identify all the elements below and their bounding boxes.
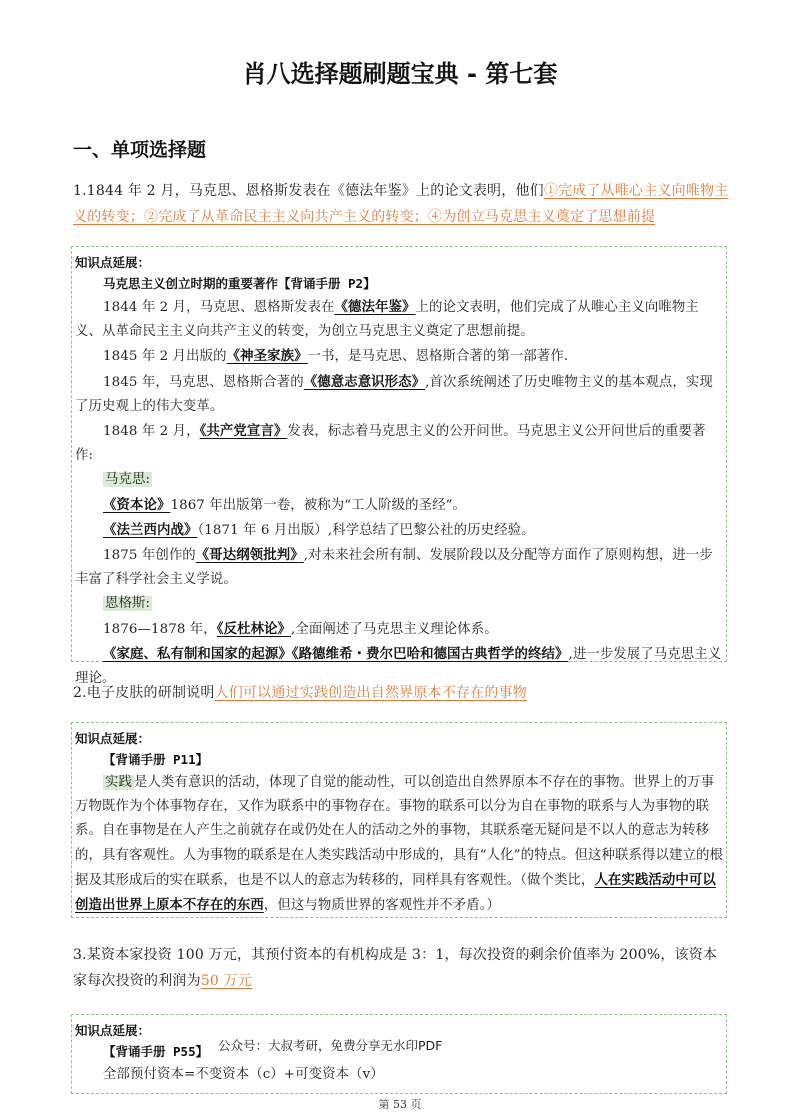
- paragraph: 《法兰西内战》（1871 年 6 月出版）,科学总结了巴黎公社的历史经验。: [103, 521, 535, 538]
- page-number: 第 53 页: [378, 1098, 422, 1111]
- handbook-ref: 【背诵手册 P55】: [103, 1044, 209, 1059]
- question-3-answer: 50 万元: [200, 973, 253, 989]
- page-title: 肖八选择题刷题宝典 - 第七套: [242, 60, 558, 88]
- marx-label: 马克思:: [105, 472, 151, 488]
- paragraph: 1876—1878 年，《反杜林论》,全面阐述了马克思主义理论体系。: [103, 620, 498, 637]
- highlight: 实践: [105, 775, 132, 790]
- paragraph: 《资本论》1867 年出版第一卷，被称为“工人阶级的圣经”。: [103, 496, 467, 513]
- book-title: 《家庭、私有制和国家的起源》《路德维希・费尔巴哈和德国古典哲学的终结》: [103, 645, 569, 662]
- book-title: 《哥达纲领批判》: [195, 547, 304, 564]
- book-title: 《资本论》: [103, 496, 171, 513]
- watermark-text: 公众号：大叔考研，免费分享无水印PDF: [218, 1038, 443, 1053]
- paragraph: 1875 年创作的《哥达纲领批判》,对未来社会所有制、发展阶段以及分配等方面作了原则构想，进一步丰富了科学社会主义学说。: [75, 547, 713, 588]
- paragraph: 1845 年 2 月出版的《神圣家族》一书，是马克思、恩格斯合著的第一部著作.: [103, 348, 569, 365]
- question-2: [73, 680, 731, 706]
- section-title: 一、单项选择题: [73, 139, 207, 161]
- bold-statement: 人在实践活动中可以创造出世界上原本不存在的东西: [75, 871, 716, 914]
- paragraph: 1845 年，马克思、恩格斯合著的《德意志意识形态》,首次系统阐述了历史唯物主义的基本观点，实现了历史观上的伟大变革。: [75, 373, 713, 414]
- box-label: 知识点延展：: [75, 255, 151, 270]
- question-1-answer: ①完成了从唯心主义向唯物主义的转变；②完成了从革命民主主义向共产主义的转变；④为创立马克思主义奠定了思想前提: [73, 183, 729, 225]
- question-3-stem: 3.某资本家投资 100 万元，其预付资本的有机构成是 3：1，每次投资的剩余价值率为 200%，该资本家每次投资的利润为: [73, 947, 718, 989]
- paragraph: 1844 年 2 月，马克思、恩格斯发表在《德法年鉴》上的论文表明，他们完成了从唯心主义向唯物主义、从革命民主主义向共产主义的转变，为创立马克思主义奠定了思想前提。: [75, 299, 699, 340]
- question-3: [73, 942, 731, 994]
- knowledge-box-1: [71, 246, 727, 687]
- handbook-ref: 【背诵手册 P11】: [103, 752, 209, 767]
- book-title: 《法兰西内战》: [103, 521, 198, 538]
- handbook-ref: 马克思主义创立时期的重要著作【背诵手册 P2】: [103, 276, 376, 291]
- paragraph: 1848 年 2 月，《共产党宣言》发表，标志着马克思主义的公开问世。马克思主义公开问世后的重要著作:: [75, 423, 706, 464]
- book-title: 《神圣家族》: [226, 348, 308, 365]
- book-title: 《反杜林论》: [216, 620, 292, 637]
- box-label: 知识点延展：: [75, 731, 151, 746]
- book-title: 《德法年鉴》: [334, 299, 416, 315]
- paragraph: 全部预付资本=不变资本（c）+可变资本（v）: [103, 1067, 384, 1082]
- question-1: [73, 178, 731, 230]
- question-1-stem: 1.1844 年 2 月，马克思、恩格斯发表在《德法年鉴》上的论文表明，他们: [73, 183, 544, 199]
- paragraph: 《家庭、私有制和国家的起源》《路德维希・费尔巴哈和德国古典哲学的终结》,进一步发展了马克思主义理论。: [75, 645, 722, 687]
- knowledge-box-2: [71, 722, 727, 918]
- question-2-stem: 2.电子皮肤的研制说明: [73, 685, 215, 701]
- book-title: 《德意志意识形态》: [303, 373, 426, 390]
- box-label: 知识点延展：: [75, 1023, 151, 1038]
- question-2-answer: 人们可以通过实践创造出自然界原本不存在的事物: [214, 685, 527, 701]
- paragraph: 实践 是人类有意识的活动，体现了自觉的能动性，可以创造出自然界原本不存在的事物。世界上的万事万物既作为个体事物存在，又作为联系中的事物存在。事物的联系可以分为自在事物的联系与人为事物的联系。自在事物是在人产生之前就存在或仍处在人的活动之外的事物，其联系毫无疑问是不以人的意志为转移的，具有客观性。人为事物的联系是在人类实践活动中形成的，具有“人化”的特点。但这种联系得以建立的根据及其形成后的实在联系，也是不以人的意志为转移的，同样具有客观性。（做个类比，人在实践活动中可以创造出世界上原本不存在的东西，但这与物质世界的客观性并不矛盾。）: [75, 775, 723, 914]
- knowledge-box-3: [71, 1014, 727, 1094]
- engels-label: 恩格斯:: [105, 596, 151, 612]
- book-title: 《共产党宣言》: [199, 423, 288, 440]
